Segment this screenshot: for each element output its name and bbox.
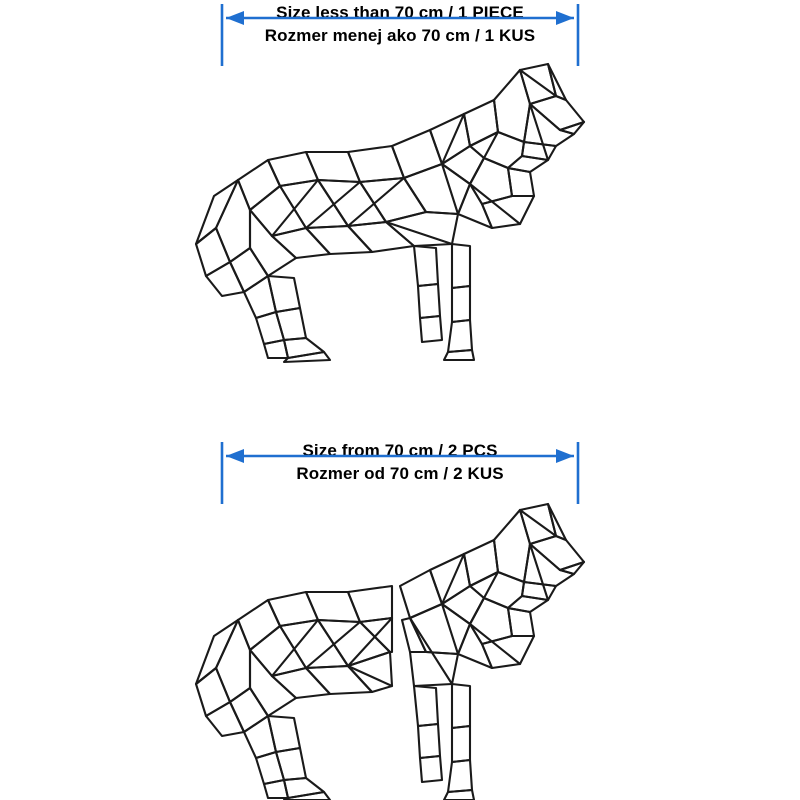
dimension-label-sk-top: Rozmer menej ako 70 cm / 1 KUS <box>264 26 536 46</box>
dimension-label-sk-bottom: Rozmer od 70 cm / 2 KUS <box>296 464 504 484</box>
dimension-label-en-top: Size less than 70 cm / 1 PIECE <box>276 3 524 22</box>
dimension-label-en-bottom: Size from 70 cm / 2 PCS <box>302 441 498 460</box>
wolf-front-piece <box>400 504 584 800</box>
wolf-rear-piece <box>196 586 392 800</box>
geometric-wolf-two-pieces <box>0 400 800 800</box>
panel-size-from-70 <box>0 400 800 800</box>
